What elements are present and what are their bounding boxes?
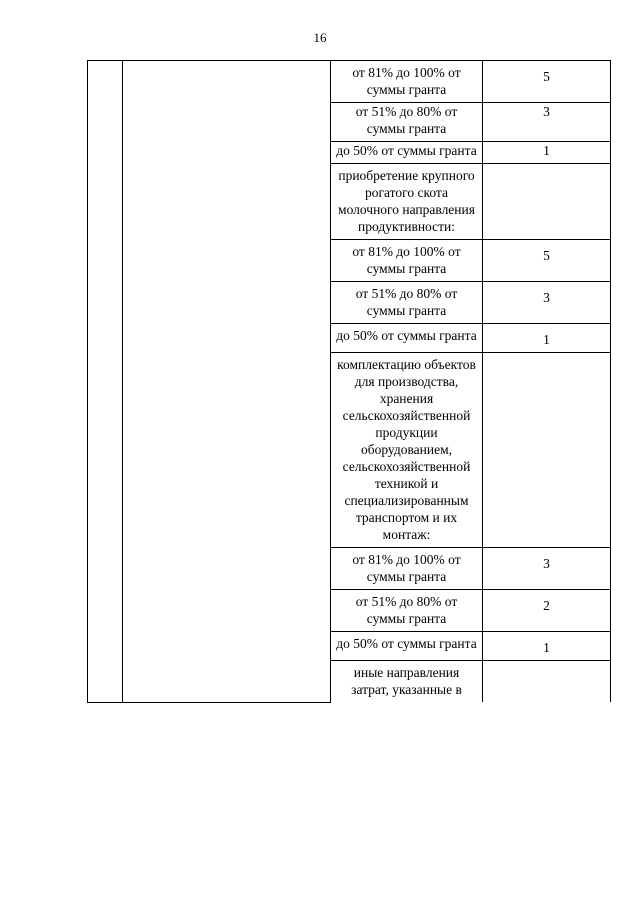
score-cell: 2 (483, 590, 611, 632)
score-cell (483, 353, 611, 548)
score-cell: 1 (483, 142, 611, 164)
score-cell: 3 (483, 548, 611, 590)
table-row (88, 61, 611, 103)
number-column-cell (88, 61, 123, 703)
page-number: 16 (313, 30, 327, 45)
score-cell: 3 (483, 282, 611, 324)
score-cell: 1 (483, 632, 611, 661)
criterion-heading-cell: комплектацию объектов для производства, хранения сельскохозяйственной продукции оборудованием, сельскохозяйственной техникой и специализированным транспортом и их монтаж: (331, 353, 483, 548)
criterion-heading-cell: иные направления затрат, указанные в (331, 661, 483, 703)
criterion-option-cell: от 51% до 80% от суммы гранта (331, 590, 483, 632)
criterion-option-cell: от 81% до 100% от суммы гранта (331, 548, 483, 590)
score-cell: 5 (483, 240, 611, 282)
score-cell: 1 (483, 324, 611, 353)
criterion-option-cell: до 50% от суммы гранта (331, 632, 483, 661)
criterion-heading-cell: приобретение крупного рогатого скота молочного направления продуктивности: (331, 164, 483, 240)
criterion-option-cell: от 81% до 100% от суммы гранта (331, 61, 483, 103)
criterion-option-cell: от 51% до 80% от суммы гранта (331, 103, 483, 142)
criterion-option-cell: от 81% до 100% от суммы гранта (331, 240, 483, 282)
criteria-table (87, 60, 611, 703)
criterion-option-cell: до 50% от суммы гранта (331, 324, 483, 353)
score-cell (483, 164, 611, 240)
criterion-name-column-cell (123, 61, 331, 703)
criteria-table-body (88, 61, 611, 703)
criterion-option-cell: до 50% от суммы гранта (331, 142, 483, 164)
score-cell: 3 (483, 103, 611, 142)
criterion-option-cell: от 51% до 80% от суммы гранта (331, 282, 483, 324)
score-cell: 5 (483, 61, 611, 103)
score-cell (483, 661, 611, 703)
